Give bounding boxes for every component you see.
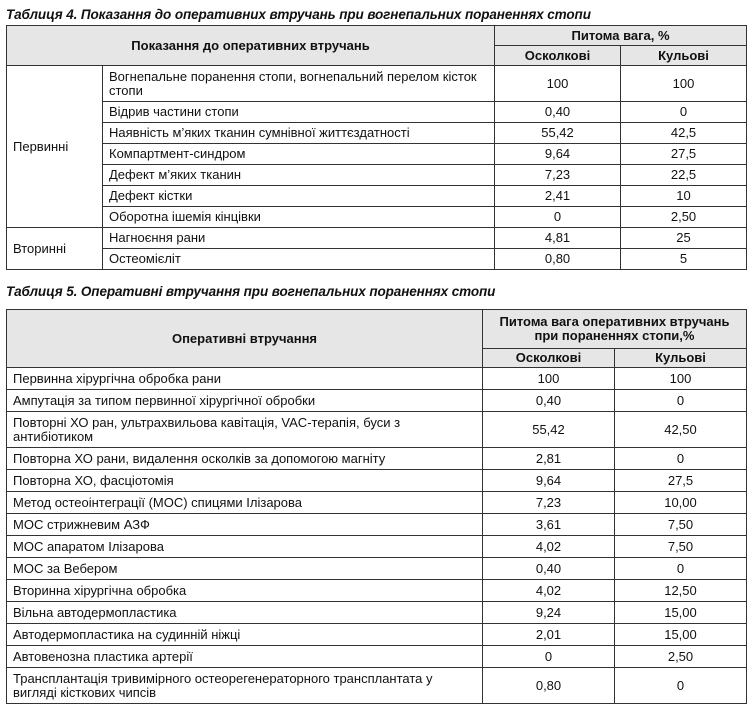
row-label: Повторні ХО ран, ультрахвильова кавітація, VAC-терапія, буси з антибіотиком [7, 412, 483, 448]
row-label: Вогнепальне поранення стопи, вогнепальний перелом кісток стопи [103, 66, 495, 102]
row-bullet: 7,50 [615, 514, 747, 536]
row-label: Автодермопластика на судинній ніжці [7, 624, 483, 646]
row-shrapnel: 2,01 [483, 624, 615, 646]
row-shrapnel: 7,23 [495, 165, 621, 186]
row-shrapnel: 4,02 [483, 536, 615, 558]
row-bullet: 2,50 [615, 646, 747, 668]
group-primary: Первинні [7, 66, 103, 228]
row-bullet: 5 [621, 249, 747, 270]
row-bullet: 2,50 [621, 207, 747, 228]
row-shrapnel: 2,41 [495, 186, 621, 207]
row-shrapnel: 0,40 [483, 558, 615, 580]
row-label: Вільна автодермопластика [7, 602, 483, 624]
row-bullet: 42,5 [621, 123, 747, 144]
row-label: МОС за Вебером [7, 558, 483, 580]
row-bullet: 15,00 [615, 624, 747, 646]
row-label: Ампутація за типом первинної хірургічної обробки [7, 390, 483, 412]
group-secondary: Вторинні [7, 228, 103, 270]
row-label: Дефект кістки [103, 186, 495, 207]
row-bullet: 100 [615, 368, 747, 390]
row-label: Відрив частини стопи [103, 102, 495, 123]
table-row [7, 602, 747, 624]
table-row [7, 249, 747, 270]
row-label: Повторна ХО, фасціотомія [7, 470, 483, 492]
row-bullet: 27,5 [615, 470, 747, 492]
row-label: Вторинна хірургічна обробка [7, 580, 483, 602]
table-row [7, 144, 747, 165]
row-shrapnel: 0,40 [483, 390, 615, 412]
row-label: Компартмент-синдром [103, 144, 495, 165]
table4-header-bullet: Кульові [621, 46, 747, 66]
row-shrapnel: 0,80 [483, 668, 615, 704]
row-bullet: 100 [621, 66, 747, 102]
row-shrapnel: 0 [483, 646, 615, 668]
table-row [7, 66, 747, 102]
row-label: Повторна ХО рани, видалення осколків за допомогою магніту [7, 448, 483, 470]
table4-header-share: Питома вага, % [495, 26, 747, 46]
table-row [7, 514, 747, 536]
table5 [6, 309, 747, 704]
table-row [7, 390, 747, 412]
row-shrapnel: 2,81 [483, 448, 615, 470]
table-row [7, 368, 747, 390]
row-label: Оборотна ішемія кінцівки [103, 207, 495, 228]
row-bullet: 0 [615, 668, 747, 704]
row-label: Метод остеоінтеграції (МОС) спицями Ілізарова [7, 492, 483, 514]
table-row [7, 186, 747, 207]
row-shrapnel: 4,81 [495, 228, 621, 249]
table-row [7, 470, 747, 492]
row-label: Дефект м’яких тканин [103, 165, 495, 186]
row-bullet: 25 [621, 228, 747, 249]
row-bullet: 22,5 [621, 165, 747, 186]
table4-caption: Таблиця 4. Показання до оперативних втручань при вогнепальних пораненнях стопи [6, 7, 591, 22]
row-label: Первинна хірургічна обробка рани [7, 368, 483, 390]
table4 [6, 25, 747, 270]
row-label: Нагноєння рани [103, 228, 495, 249]
row-shrapnel: 9,24 [483, 602, 615, 624]
table-row [7, 558, 747, 580]
row-shrapnel: 100 [495, 66, 621, 102]
table-row [7, 492, 747, 514]
table-row [7, 448, 747, 470]
table5-header-intervention: Оперативні втручання [7, 310, 483, 368]
table4-header-shrapnel: Осколкові [495, 46, 621, 66]
row-label: Трансплантація тривимірного остеорегенераторного трансплантата у вигляді кісткових чипсів [7, 668, 483, 704]
row-shrapnel: 9,64 [483, 470, 615, 492]
row-label: Остеомієліт [103, 249, 495, 270]
row-bullet: 7,50 [615, 536, 747, 558]
row-shrapnel: 55,42 [483, 412, 615, 448]
table-row [7, 207, 747, 228]
row-shrapnel: 9,64 [495, 144, 621, 165]
table-row [7, 536, 747, 558]
row-shrapnel: 3,61 [483, 514, 615, 536]
table-row [7, 412, 747, 448]
table-row [7, 123, 747, 144]
table-row [7, 624, 747, 646]
row-shrapnel: 0,40 [495, 102, 621, 123]
row-bullet: 0 [615, 448, 747, 470]
row-shrapnel: 0,80 [495, 249, 621, 270]
row-label: МОС апаратом Ілізарова [7, 536, 483, 558]
row-bullet: 0 [615, 558, 747, 580]
row-shrapnel: 0 [495, 207, 621, 228]
row-label: МОС стрижневим АЗФ [7, 514, 483, 536]
row-bullet: 27,5 [621, 144, 747, 165]
row-bullet: 15,00 [615, 602, 747, 624]
table-row [7, 228, 747, 249]
row-shrapnel: 55,42 [495, 123, 621, 144]
row-bullet: 0 [621, 102, 747, 123]
table-row [7, 580, 747, 602]
table5-header-bullet: Кульові [615, 349, 747, 368]
row-shrapnel: 100 [483, 368, 615, 390]
row-bullet: 0 [615, 390, 747, 412]
table-row [7, 646, 747, 668]
row-bullet: 10,00 [615, 492, 747, 514]
table4-header-indication: Показання до оперативних втручань [7, 26, 495, 66]
row-bullet: 42,50 [615, 412, 747, 448]
table5-caption: Таблиця 5. Оперативні втручання при вогнепальних пораненнях стопи [6, 284, 496, 299]
table-row [7, 102, 747, 123]
row-bullet: 12,50 [615, 580, 747, 602]
table-row [7, 668, 747, 704]
row-bullet: 10 [621, 186, 747, 207]
row-shrapnel: 7,23 [483, 492, 615, 514]
row-label: Наявність м’яких тканин сумнівної життєздатності [103, 123, 495, 144]
table5-header-shrapnel: Осколкові [483, 349, 615, 368]
row-shrapnel: 4,02 [483, 580, 615, 602]
table5-header-share: Питома вага оперативних втручань при пораненнях стопи,% [483, 310, 747, 349]
row-label: Автовенозна пластика артерії [7, 646, 483, 668]
table-row [7, 165, 747, 186]
